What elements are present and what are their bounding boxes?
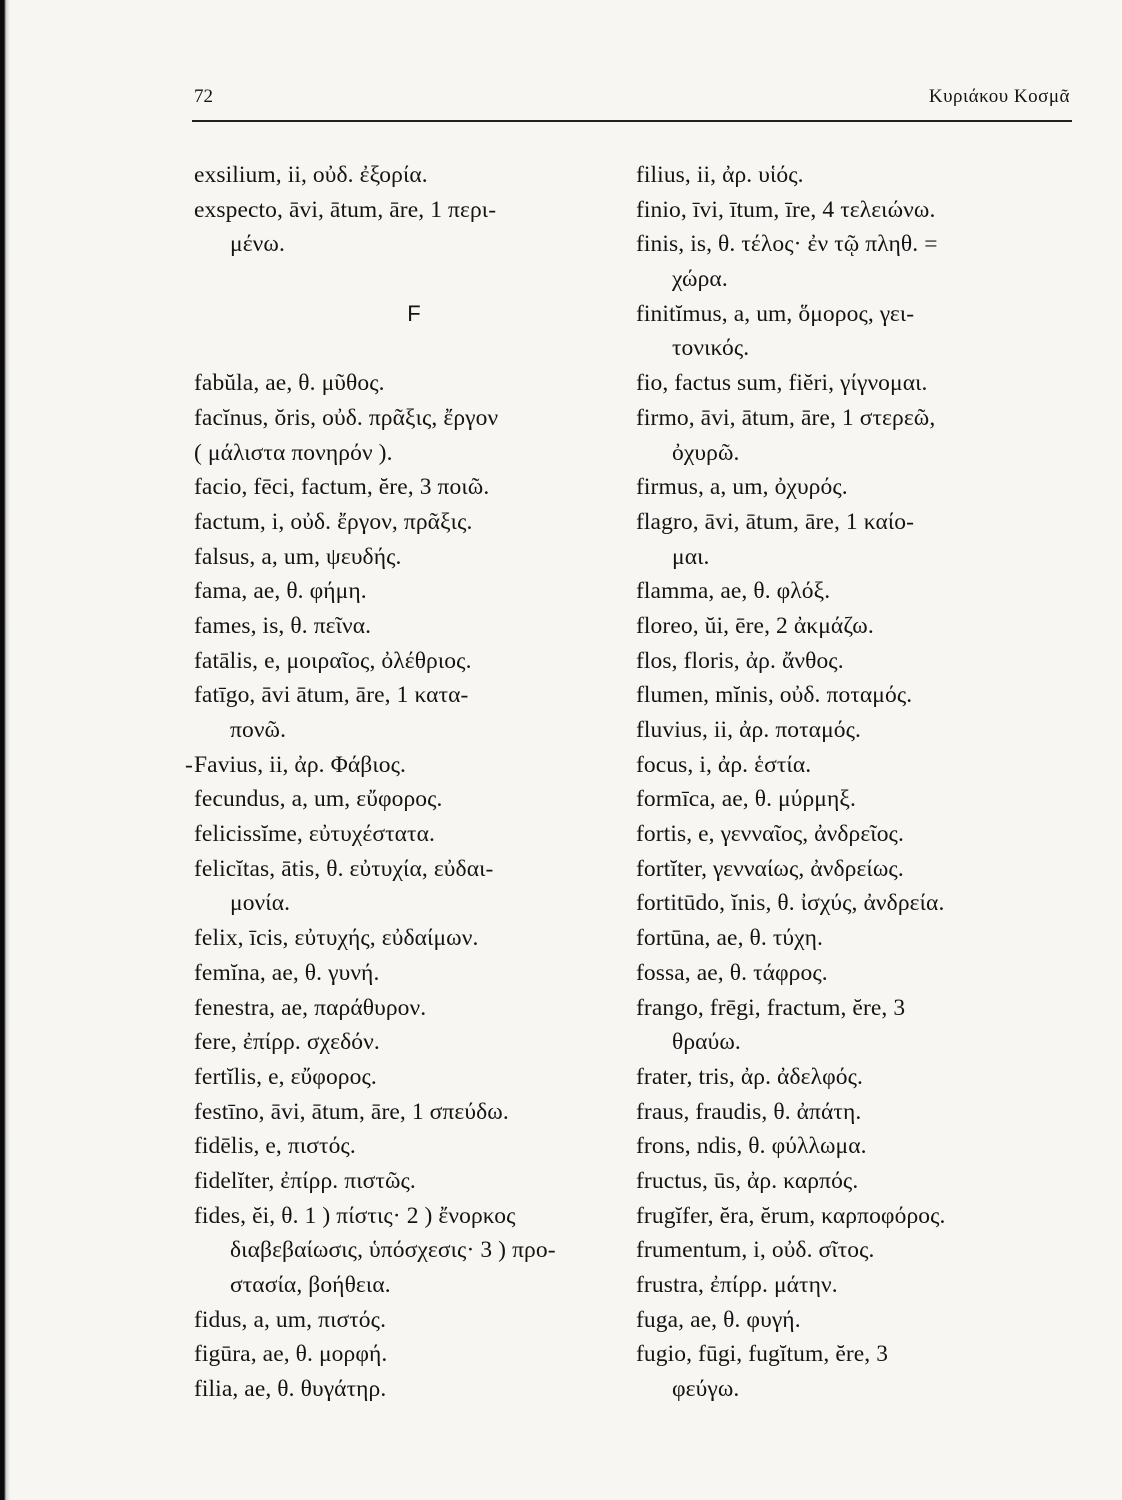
entry-line: factum, i, οὐδ. ἔργον, πρᾶξις. bbox=[194, 508, 473, 535]
entry-continuation: ὀχυρῶ. bbox=[672, 439, 740, 466]
entry-line: fortūna, ae, θ. τύχη. bbox=[636, 925, 824, 952]
entry-line: fertĭlis, e, εὔφορος. bbox=[194, 1063, 377, 1090]
entry-line: fluvius, ii, ἀρ. ποταμός. bbox=[636, 717, 862, 743]
entry-line: flos, floris, ἀρ. ἄνθος. bbox=[636, 647, 844, 674]
entry-line: finis, is, θ. τέλος· ἐν τῷ πληθ. = bbox=[636, 231, 938, 258]
entry-continuation: στασία, βοήθεια. bbox=[230, 1272, 391, 1298]
entry-line: fortĭter, γενναίως, ἀνδρείως. bbox=[636, 855, 904, 882]
entry-line: fortitūdo, ĭnis, θ. ἰσχύς, ἀνδρεία. bbox=[636, 890, 945, 917]
entry-line: filia, ae, θ. θυγάτηρ. bbox=[194, 1376, 387, 1403]
entry-line: fatīgo, āvi ātum, āre, 1 κατα- bbox=[194, 682, 469, 709]
entry-line bbox=[185, 748, 634, 783]
entry-line: firmus, a, um, ὀχυρός. bbox=[636, 474, 848, 501]
margin-dash: - bbox=[185, 751, 193, 778]
running-head: Κυριάκου Κοσμᾶ bbox=[928, 86, 1070, 107]
entry-line: fere, ἐπίρρ. σχεδόν. bbox=[194, 1029, 380, 1056]
entry-text: Favius, ii, ἀρ. Φάβιος. bbox=[194, 751, 407, 778]
page-edge bbox=[0, 0, 10, 1500]
entry-line: fossa, ae, θ. τάφρος. bbox=[636, 959, 828, 986]
entry-line: flagro, āvi, ātum, āre, 1 καίο- bbox=[636, 508, 915, 535]
left-column bbox=[185, 158, 634, 1407]
entry-line: flumen, mĭnis, οὐδ. ποταμός. bbox=[636, 682, 913, 709]
entry-line: felicĭtas, ātis, θ. εὐτυχία, εὐδαι- bbox=[194, 855, 494, 882]
entry-line: finitĭmus, a, um, ὅμορος, γει- bbox=[636, 300, 915, 327]
entry-line: floreo, ŭi, ēre, 2 ἀκμάζω. bbox=[636, 612, 874, 639]
entry-line: focus, i, ἀρ. ἑστία. bbox=[636, 751, 812, 778]
entry-line: femĭna, ae, θ. γυνή. bbox=[194, 959, 380, 986]
entry-line: frater, tris, ἀρ. ἀδελφός. bbox=[636, 1063, 863, 1090]
entry-line: frustra, ἐπίρρ. μάτην. bbox=[636, 1272, 838, 1298]
entry-line: felix, īcis, εὐτυχής, εὐδαίμων. bbox=[194, 925, 479, 952]
entry-line: frons, ndis, θ. φύλλωμα. bbox=[636, 1133, 867, 1160]
entry-line: fructus, ūs, ἀρ. καρπός. bbox=[636, 1167, 859, 1194]
entry-line: fenestra, ae, παράθυρον. bbox=[194, 994, 427, 1021]
entry-line: felicissĭme, εὐτυχέστατα. bbox=[194, 821, 435, 848]
entry-line: fames, is, θ. πεῖνα. bbox=[194, 612, 372, 639]
entry-line: exspecto, āvi, ātum, āre, 1 περι- bbox=[194, 196, 497, 223]
page-header bbox=[192, 84, 1072, 114]
right-column bbox=[636, 158, 1076, 1407]
entry-continuation: μονία. bbox=[230, 890, 291, 917]
entry-line: fabŭla, ae, θ. μῦθος. bbox=[194, 370, 385, 397]
entry-line: falsus, a, um, ψευδής. bbox=[194, 543, 402, 570]
entry-line: fidēlis, e, πιστός. bbox=[194, 1133, 356, 1160]
entry-line: fortis, e, γενναῖος, ἀνδρεῖος. bbox=[636, 821, 904, 848]
entry-line: fidus, a, um, πιστός. bbox=[194, 1306, 387, 1333]
entry-line: firmo, āvi, ātum, āre, 1 στερεῶ, bbox=[636, 404, 936, 431]
entry-line: filius, ii, ἀρ. υἱός. bbox=[636, 162, 804, 188]
entry-line: formīca, ae, θ. μύρμηξ. bbox=[636, 786, 856, 813]
entry-line: frumentum, i, οὐδ. σῖτος. bbox=[636, 1237, 875, 1264]
section-letter-heading: F bbox=[407, 300, 421, 326]
entry-continuation: φεύγω. bbox=[672, 1376, 740, 1403]
entry-line: finio, īvi, ītum, īre, 4 τελειώνω. bbox=[636, 196, 936, 223]
entry-continuation: μαι. bbox=[672, 543, 710, 570]
entry-continuation: θραύω. bbox=[672, 1029, 741, 1056]
entry-line: fio, factus sum, fiĕri, γίγνομαι. bbox=[636, 370, 928, 397]
entry-line: fama, ae, θ. φήμη. bbox=[194, 578, 367, 605]
entry-line: frugĭfer, ĕra, ĕrum, καρποφόρος. bbox=[636, 1202, 946, 1229]
entry-line: festīno, āvi, ātum, āre, 1 σπεύδω. bbox=[194, 1098, 509, 1125]
blank-line bbox=[194, 262, 634, 297]
entry-line: facĭnus, ŏris, οὐδ. πρᾶξις, ἔργον bbox=[194, 404, 499, 431]
header-rule bbox=[192, 120, 1072, 122]
entry-line: frango, frēgi, fractum, ĕre, 3 bbox=[636, 994, 906, 1021]
entry-line: flamma, ae, θ. φλόξ. bbox=[636, 578, 831, 605]
entry-line: fuga, ae, θ. φυγή. bbox=[636, 1306, 801, 1333]
blank-line bbox=[194, 331, 634, 366]
entry-line: facio, fēci, factum, ĕre, 3 ποιῶ. bbox=[194, 474, 490, 501]
entry-line: fecundus, a, um, εὔφορος. bbox=[194, 786, 443, 813]
entry-continuation: χώρα. bbox=[672, 266, 728, 293]
entry-continuation: ( μάλιστα πονηρόν ). bbox=[194, 439, 393, 466]
entry-continuation: πονῶ. bbox=[230, 717, 287, 743]
entry-line: fidelĭter, ἐπίρρ. πιστῶς. bbox=[194, 1167, 416, 1194]
entry-continuation: τονικός. bbox=[672, 335, 750, 362]
entry-continuation: μένω. bbox=[230, 231, 285, 258]
entry-continuation: διαβεβαίωσις, ὑπόσχεσις· 3 ) προ- bbox=[230, 1237, 556, 1264]
entry-line: fides, ĕi, θ. 1 ) πίστις· 2 ) ἔνορκος bbox=[194, 1202, 516, 1229]
entry-line: fugio, fūgi, fugĭtum, ĕre, 3 bbox=[636, 1341, 889, 1368]
entry-line: fatālis, e, μοιραῖος, ὀλέθριος. bbox=[194, 647, 472, 674]
entry-line: exsilium, ii, οὐδ. ἐξορία. bbox=[194, 162, 428, 188]
entry-line: figūra, ae, θ. μορφή. bbox=[194, 1341, 388, 1368]
page-number: 72 bbox=[194, 86, 213, 107]
entry-line: fraus, fraudis, θ. ἀπάτη. bbox=[636, 1098, 862, 1125]
